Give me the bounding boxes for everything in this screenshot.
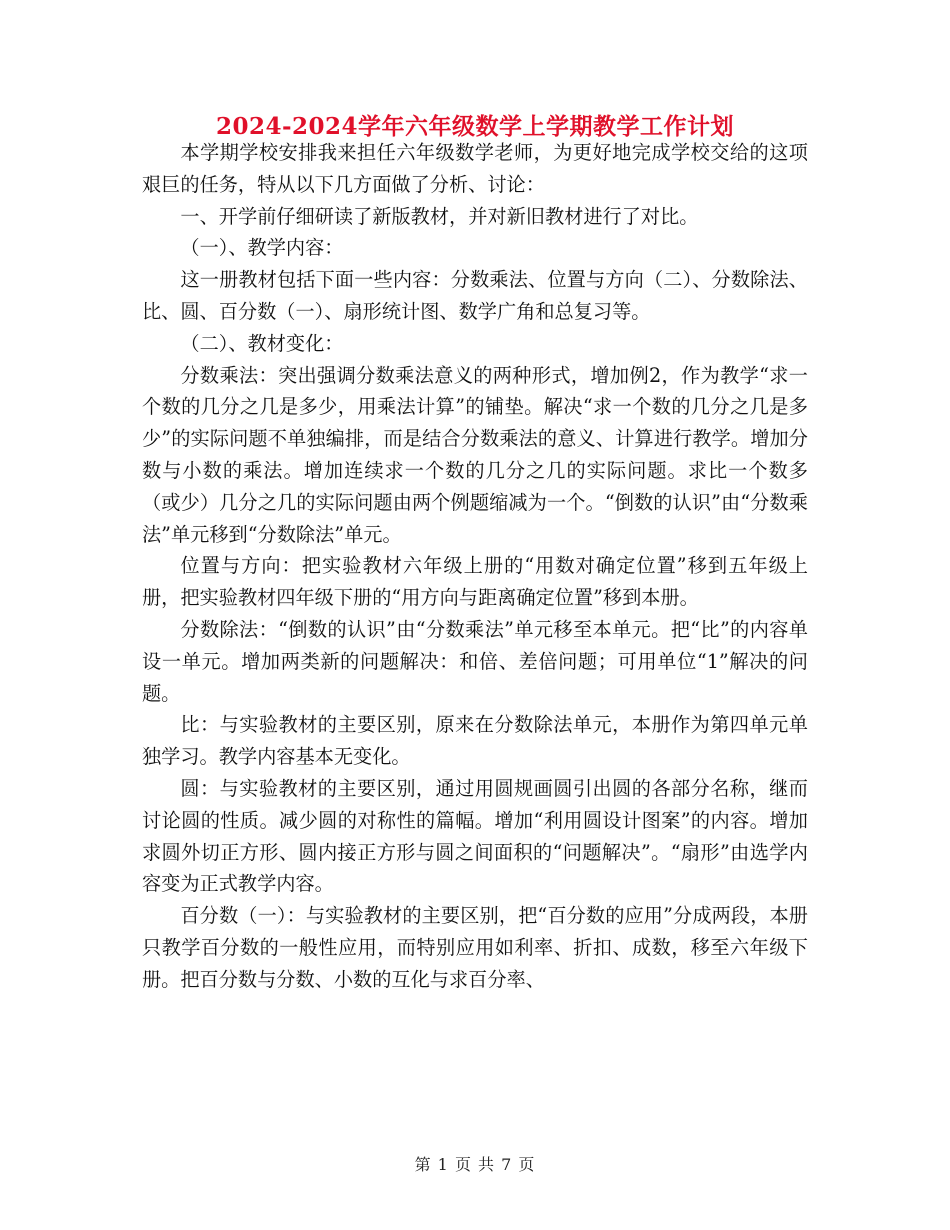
paragraph-heading-changes: （二）、教材变化：: [180, 331, 344, 355]
paragraph-ratio: 比：与实验教材的主要区别，原来在分数除法单元，本册作为第四单元单独学习。教学内容基本无变化。: [142, 713, 808, 769]
paragraph-section-1: 一、开学前仔细研读了新版教材，并对新旧教材进行了对比。: [180, 204, 699, 228]
paragraph-position-direction: 位置与方向：把实验教材六年级上册的“用数对确定位置”移到五年级上册，把实验教材四年级下册的“用方向与距离确定位置”移到本册。: [142, 554, 808, 610]
paragraph-content-list: 这一册教材包括下面一些内容：分数乘法、位置与方向（二）、分数除法、比、圆、百分数（一）、扇形统计图、数学广角和总复习等。: [142, 268, 808, 323]
paragraph-fraction-multiplication: 分数乘法：突出强调分数乘法意义的两种形式，增加例2，作为教学“求一个数的几分之几是多少，用乘法计算”的铺垫。解决“求一个数的几分之几是多少”的实际问题不单独编排，而是结合分数乘法的意义、计算进行教学。增加分数与小数的乘法。增加连续求一个数的几分之几的实际问题。求比一个数多（或少）几分之几的实际问题由两个例题缩减为一个。“倒数的认识”由“分数乘法”单元移到“分数除法”单元。: [142, 363, 808, 546]
paragraph-intro: 本学期学校安排我来担任六年级数学老师，为更好地完成学校交给的这项艰巨的任务，特从以下几方面做了分析、讨论：: [142, 141, 808, 196]
document-body: [142, 137, 808, 996]
paragraph-heading-content: （一）、教学内容：: [180, 236, 344, 260]
document-title: 2024-2024学年六年级数学上学期教学工作计划: [215, 113, 735, 140]
paragraph-circle: 圆：与实验教材的主要区别，通过用圆规画圆引出圆的各部分名称，继而讨论圆的性质。减少圆的对称性的篇幅。增加“利用圆设计图案”的内容。增加求圆外切正方形、圆内接正方形与圆之间面积的“问题解决”。“扇形”由选学内容变为正式教学内容。: [142, 776, 808, 896]
page-number-footer: 第 1 页 共 7 页: [414, 1155, 536, 1174]
paragraph-percentage: 百分数（一）：与实验教材的主要区别，把“百分数的应用”分成两段，本册只教学百分数的一般性应用，而特别应用如利率、折扣、成数，移至六年级下册。把百分数与分数、小数的互化与求百分率、: [142, 904, 808, 991]
paragraph-fraction-division: 分数除法：“倒数的认识”由“分数乘法”单元移至本单元。把“比”的内容单设一单元。增加两类新的问题解决：和倍、差倍问题；可用单位“1”解决的问题。: [142, 617, 808, 705]
